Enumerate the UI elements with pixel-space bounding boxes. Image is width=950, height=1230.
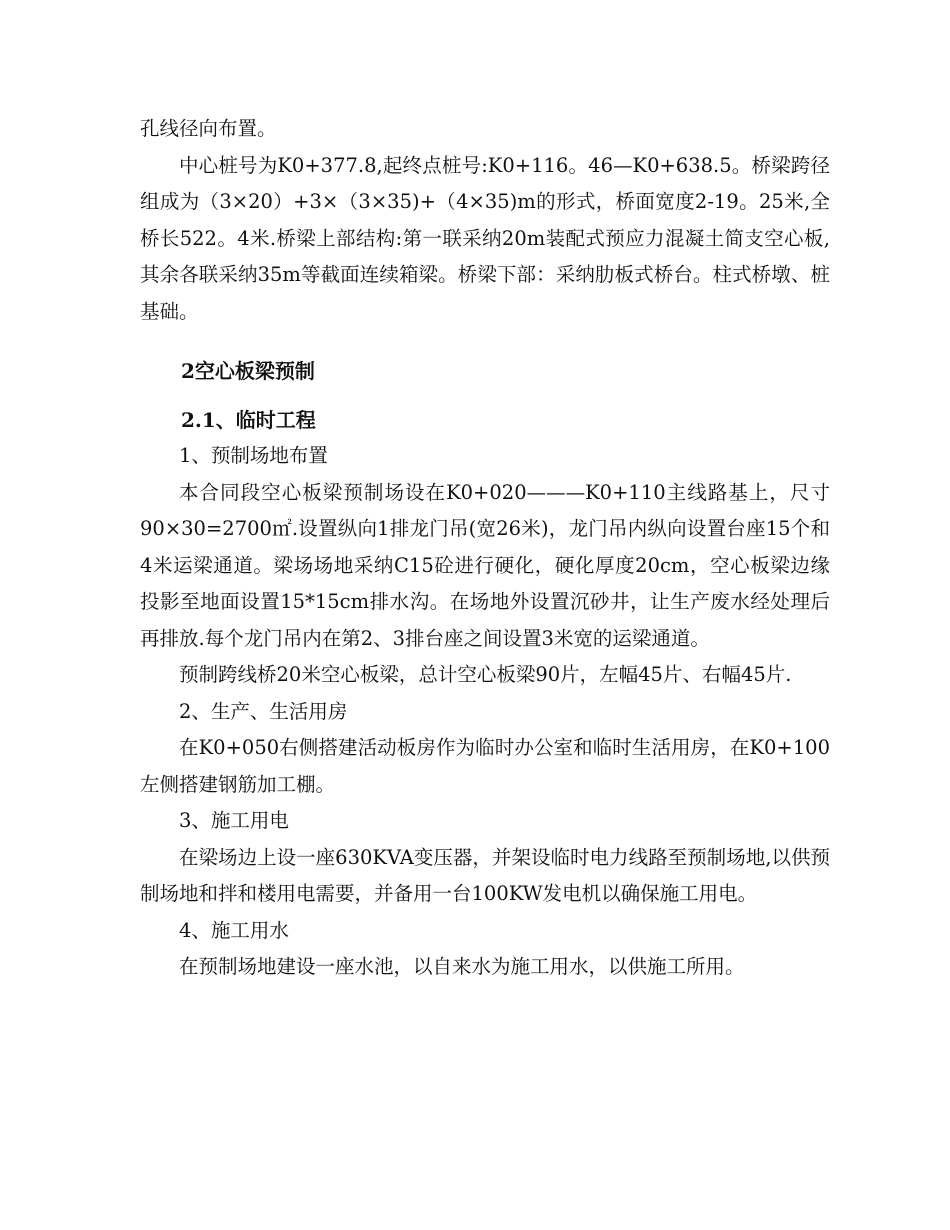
subsection-heading-temporary-works: 2.1、临时工程 <box>181 407 316 432</box>
item-heading-water: 4、施工用水 <box>179 918 289 942</box>
section-heading-hollow-slab: 2空心板梁预制 <box>181 359 315 383</box>
paragraph-bridge-overview: 中心桩号为K0+377.8,起终点桩号:K0+116。46—K0+638.5。桥梁跨径组成为（3×20）+3×（3×35)+（4×35)m的形式，桥面宽度2-19。25米,全桥长522。4米.桥梁上部结构:第一联采纳20m装配式预应力混凝土简支空心板,其余各联采纳35m等截面连续箱梁。桥梁下部：采纳肋板式桥台。柱式桥墩、桩基础。 <box>140 153 830 323</box>
document-body <box>140 111 830 986</box>
paragraph-power: 在梁场边上设一座630KVA变压器，并架设临时电力线路至预制场地,以供预制场地和拌和楼用电需要，并备用一台100KW发电机以确保施工用电。 <box>140 845 830 905</box>
paragraph-prefab-count: 预制跨线桥20米空心板梁，总计空心板梁90片，左幅45片、右幅45片. <box>179 663 792 686</box>
paragraph-water: 在预制场地建设一座水池，以自来水为施工用水，以供施工所用。 <box>179 955 745 978</box>
item-heading-housing: 2、生产、生活用房 <box>179 699 348 723</box>
paragraph-site-layout: 本合同段空心板梁预制场设在K0+020———K0+110主线路基上，尺寸90×30=2700㎡.设置纵向1排龙门吊(宽26米)，龙门吊内纵向设置台座15个和4米运梁通道。梁场场地采纳C15砼进行硬化，硬化厚度20cm，空心板梁边缘投影至地面设置15*15cm排水沟。在场地外设置沉砂井，让生产废水经处理后再排放.每个龙门吊内在第2、3排台座之间设置3米宽的运梁通道。 <box>140 480 830 650</box>
item-heading-site-layout: 1、预制场地布置 <box>179 444 328 467</box>
paragraph-housing: 在K0+050右侧搭建活动板房作为临时办公室和临时生活用房，在K0+100左侧搭建钢筋加工棚。 <box>140 736 830 796</box>
item-heading-power: 3、施工用电 <box>179 809 289 832</box>
paragraph-continuation: 孔线径向布置。 <box>140 117 277 140</box>
